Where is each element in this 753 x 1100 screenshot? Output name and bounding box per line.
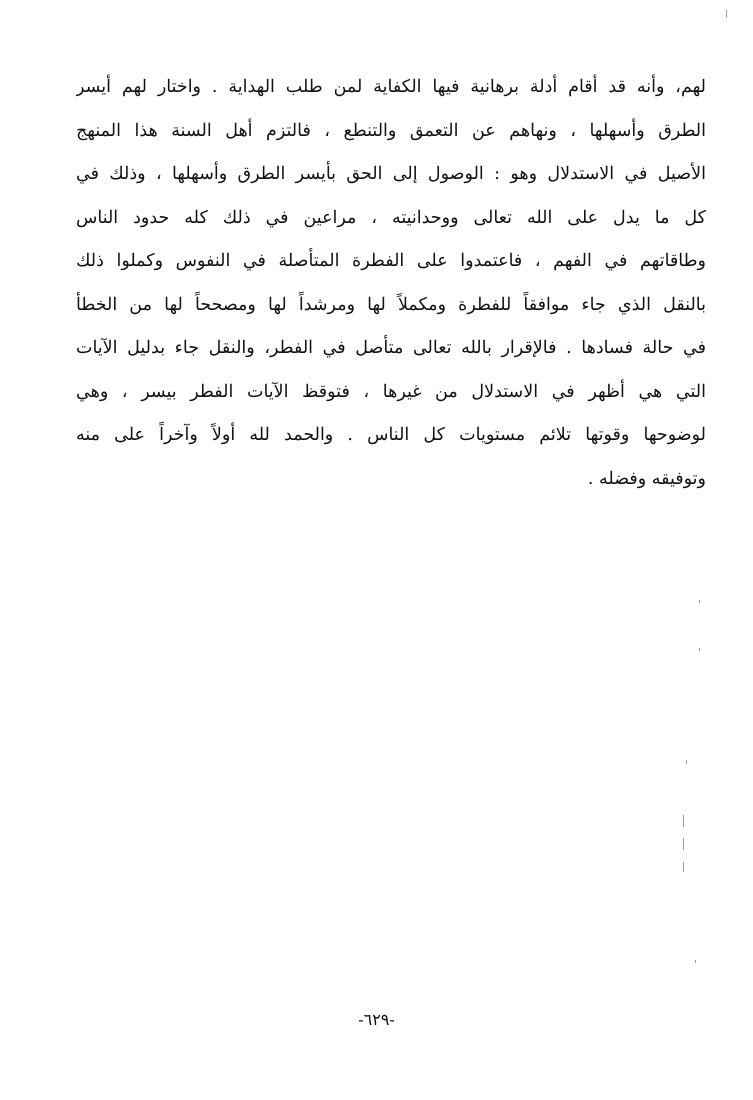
scan-speck: [683, 862, 684, 872]
page-number: -٦٢٩-: [358, 1010, 395, 1029]
scan-speck: [695, 960, 696, 963]
body-text: [76, 66, 706, 501]
text-line-8: التي هي أظهر في الاستدلال من غيرها ، فتوقظ الآيات الفطر بيسر ، وهي: [76, 381, 706, 402]
scan-speck: [686, 760, 687, 764]
text-line-6: بالنقل الذي جاء موافقاً للفطرة ومكملاً لها ومرشداً لها ومصححاً لها من الخطأ: [76, 294, 706, 315]
text-line-5: وطاقاتهم في الفهم ، فاعتمدوا على الفطرة المتأصلة في النفوس وكملوا ذلك: [76, 251, 706, 271]
text-line-9: لوضوحها وقوتها تلائم مستويات كل الناس . والحمد لله أولاً وآخراً على منه: [76, 425, 706, 445]
scan-speck: [683, 815, 684, 827]
scan-speck: [699, 600, 700, 603]
text-line-1: لهم، وأنه قد أقام أدلة برهانية فيها الكفاية لمن طلب الهداية . واختار لهم أيسر: [76, 77, 706, 97]
text-line-2: الطرق وأسهلها ، ونهاهم عن التعمق والتنطع ، فالتزم أهل السنة هذا المنهج: [76, 120, 706, 141]
scan-speck: [699, 648, 700, 651]
text-line-10: وتوفيقه وفضله .: [587, 468, 706, 489]
text-line-7: في حالة فسادها . فالإقرار بالله تعالى متأصل في الفطر، والنقل جاء بدليل الآيات: [76, 338, 706, 358]
text-line-3: الأصيل في الاستدلال وهو : الوصول إلى الحق بأيسر الطرق وأسهلها ، وذلك في: [76, 164, 706, 184]
scan-speck: [726, 10, 727, 18]
text-line-4: كل ما يدل على الله تعالى ووحدانيته ، مراعين في ذلك كله حدود الناس: [76, 207, 706, 228]
scan-speck: [683, 838, 684, 850]
